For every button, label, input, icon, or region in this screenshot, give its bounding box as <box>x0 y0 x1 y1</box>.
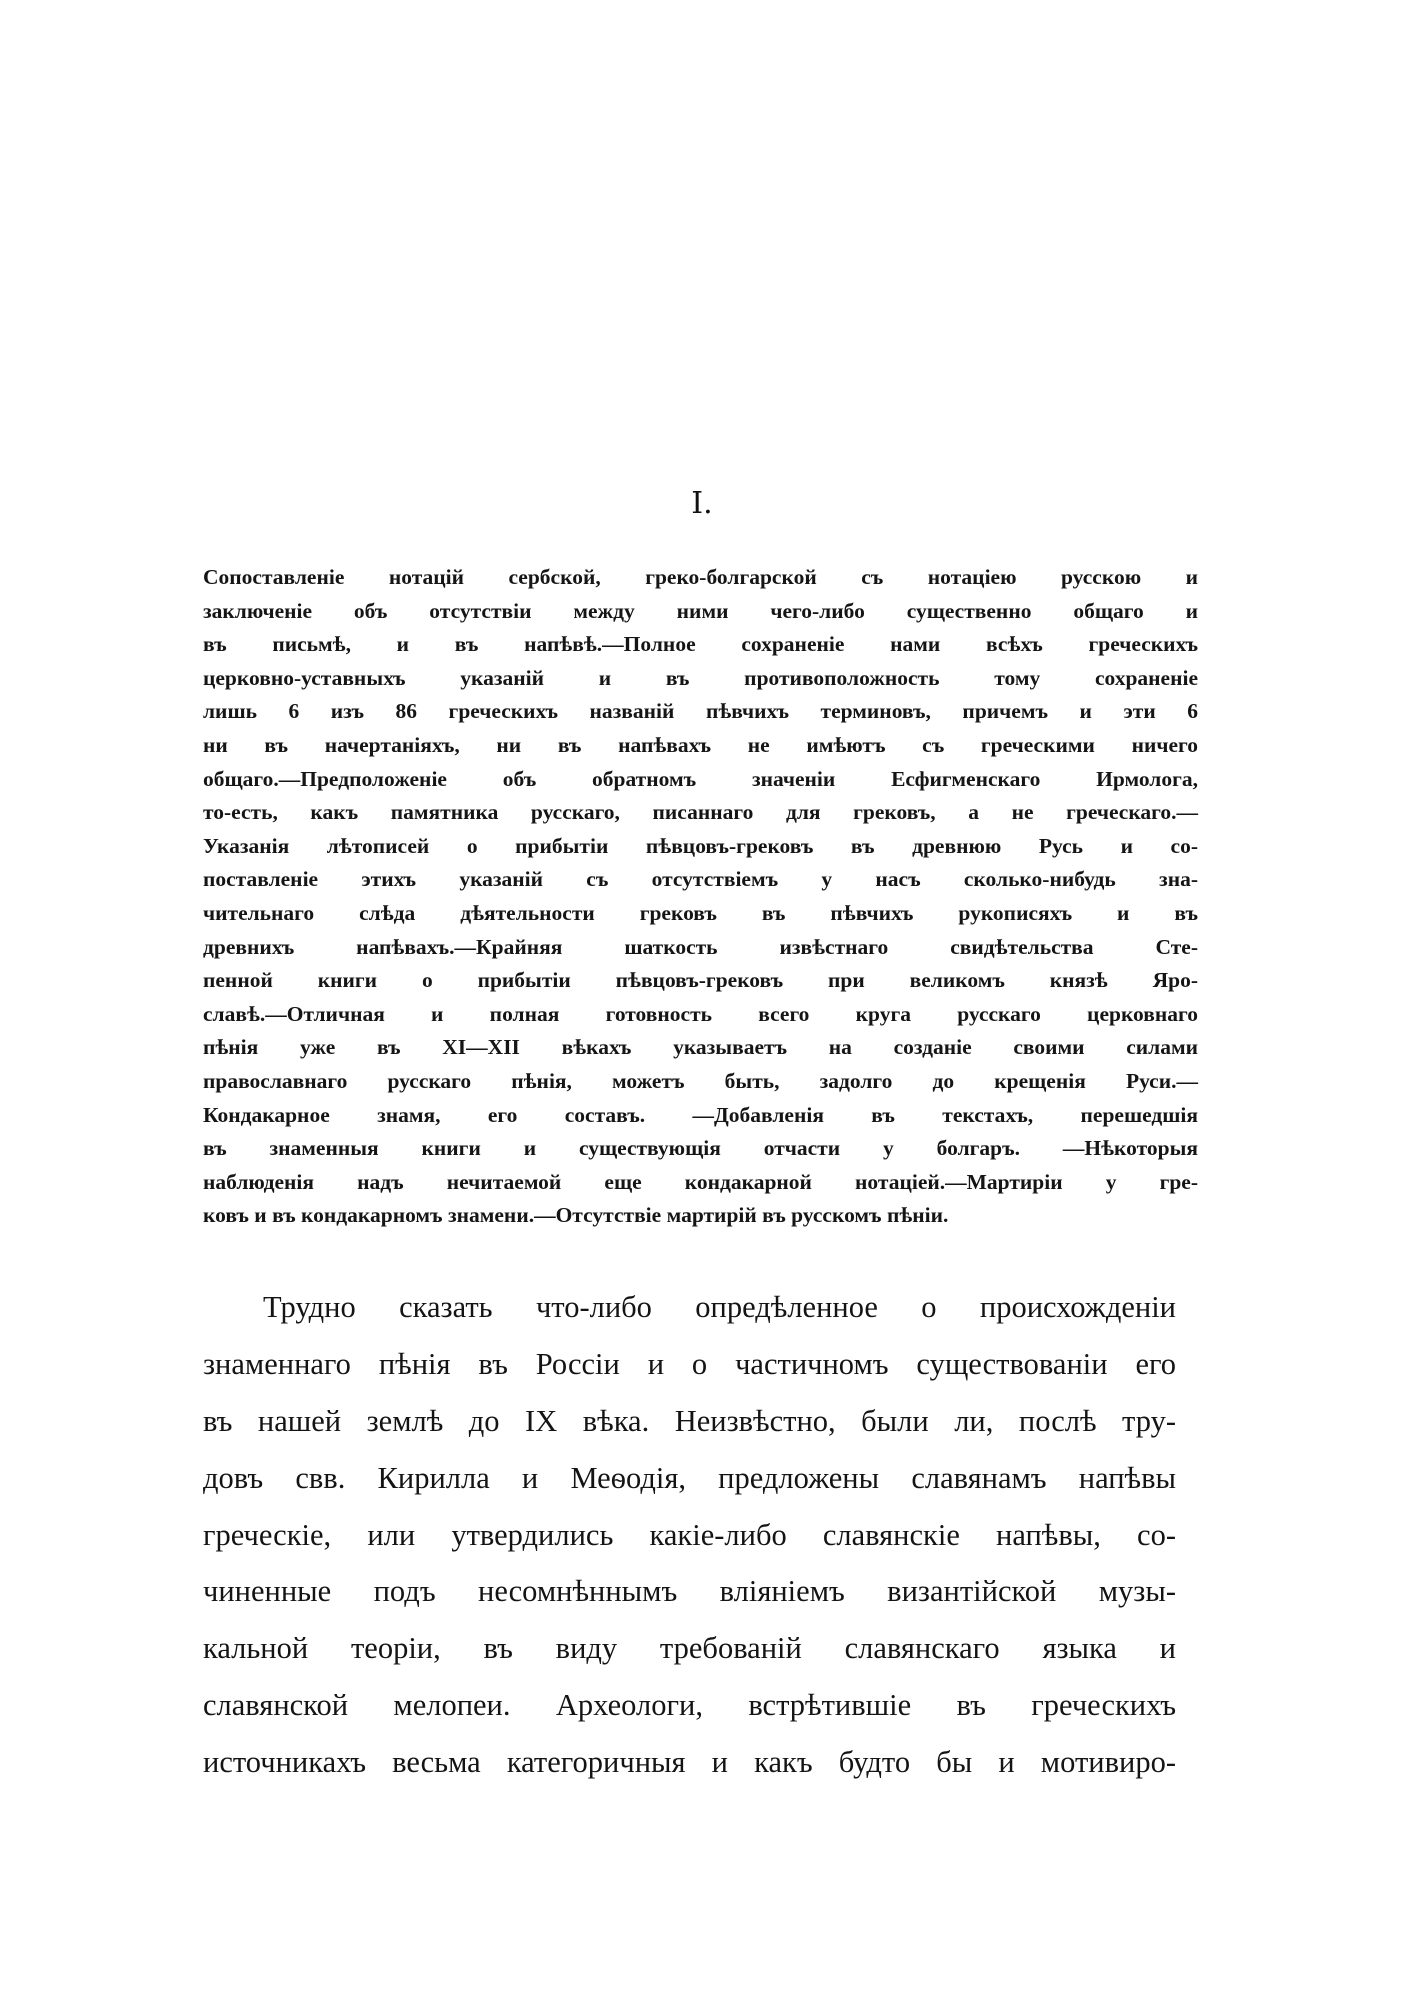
summary-line: пенной книги о прибытіи пѣвцовъ-грековъ при великомъ князѣ Яро- <box>203 968 1198 993</box>
summary-line: ни въ начертаніяхъ, ни въ напѣвахъ не имѣютъ съ греческими ничего <box>203 732 1198 757</box>
body-line: источникахъ весьма категоричныя и какъ будто бы и мотивиро- <box>203 1745 1176 1780</box>
summary-line: общаго.—Предположеніе объ обратномъ значеніи Есфигменскаго Ирмолога, <box>203 766 1198 791</box>
summary-line: церковно-уставныхъ указаній и въ противоположность тому сохраненіе <box>203 665 1198 690</box>
body-paragraph <box>203 1279 1176 1791</box>
summary-line: ковъ и въ кондакарномъ знамени.—Отсутствіе мартирій въ русскомъ пѣніи. <box>203 1203 949 1228</box>
summary-line: пѣнія уже въ XI—XII вѣкахъ указываетъ на созданіе своими силами <box>203 1035 1198 1060</box>
chapter-summary <box>203 561 1198 1233</box>
body-line: довъ свв. Кирилла и Меѳодія, предложены славянамъ напѣвы <box>203 1460 1176 1495</box>
chapter-number: I. <box>691 486 713 521</box>
summary-line: въ письмѣ, и въ напѣвѣ.—Полное сохраненіе нами всѣхъ греческихъ <box>203 632 1198 657</box>
body-line: знаменнаго пѣнія въ Россіи и о частичномъ существованіи его <box>203 1346 1176 1381</box>
summary-line: православнаго русскаго пѣнія, можетъ быть, задолго до крещенія Руси.— <box>203 1068 1198 1093</box>
summary-line: лишь 6 изъ 86 греческихъ названій пѣвчихъ терминовъ, причемъ и эти 6 <box>203 699 1198 724</box>
body-line: чиненные подъ несомнѣннымъ вліяніемъ византійской музы- <box>203 1574 1176 1609</box>
body-line: славянской мелопеи. Археологи, встрѣтившіе въ греческихъ <box>203 1688 1176 1723</box>
summary-line: Указанія лѣтописей о прибытіи пѣвцовъ-грековъ въ древнюю Русь и со- <box>203 833 1198 858</box>
summary-line: въ знаменныя книги и существующія отчасти у болгаръ. —Нѣкоторыя <box>203 1136 1198 1161</box>
summary-line: славѣ.—Отличная и полная готовность всего круга русскаго церковнаго <box>203 1001 1198 1026</box>
summary-line: чительнаго слѣда дѣятельности грековъ въ пѣвчихъ рукописяхъ и въ <box>203 900 1198 925</box>
body-line: кальной теоріи, въ виду требованій славянскаго языка и <box>203 1631 1176 1666</box>
summary-line: Сопоставленіе нотацій сербской, греко-болгарской съ нотаціею русскою и <box>203 565 1198 589</box>
summary-line: поставленіе этихъ указаній съ отсутствіемъ у насъ сколько-нибудь зна- <box>203 867 1198 892</box>
summary-line: то-есть, какъ памятника русскаго, писаннаго для грековъ, а не греческаго.— <box>203 800 1198 825</box>
body-line: Трудно сказать что-либо опредѣленное о происхожденіи <box>263 1290 1176 1324</box>
summary-line: заключеніе объ отсутствіи между ними чего-либо существенно общаго и <box>203 598 1198 623</box>
summary-line: Кондакарное знамя, его составъ. —Добавленія въ текстахъ, перешедшія <box>203 1102 1198 1127</box>
body-line: въ нашей землѣ до IX вѣка. Неизвѣстно, были ли, послѣ тру- <box>203 1403 1176 1438</box>
body-line: греческіе, или утвердились какіе-либо славянскіе напѣвы, со- <box>203 1517 1176 1552</box>
summary-line: древнихъ напѣвахъ.—Крайняя шаткость извѣстнаго свидѣтельства Сте- <box>203 934 1198 959</box>
summary-line: наблюденія надъ нечитаемой еще кондакарной нотаціей.—Мартиріи у гре- <box>203 1169 1198 1194</box>
